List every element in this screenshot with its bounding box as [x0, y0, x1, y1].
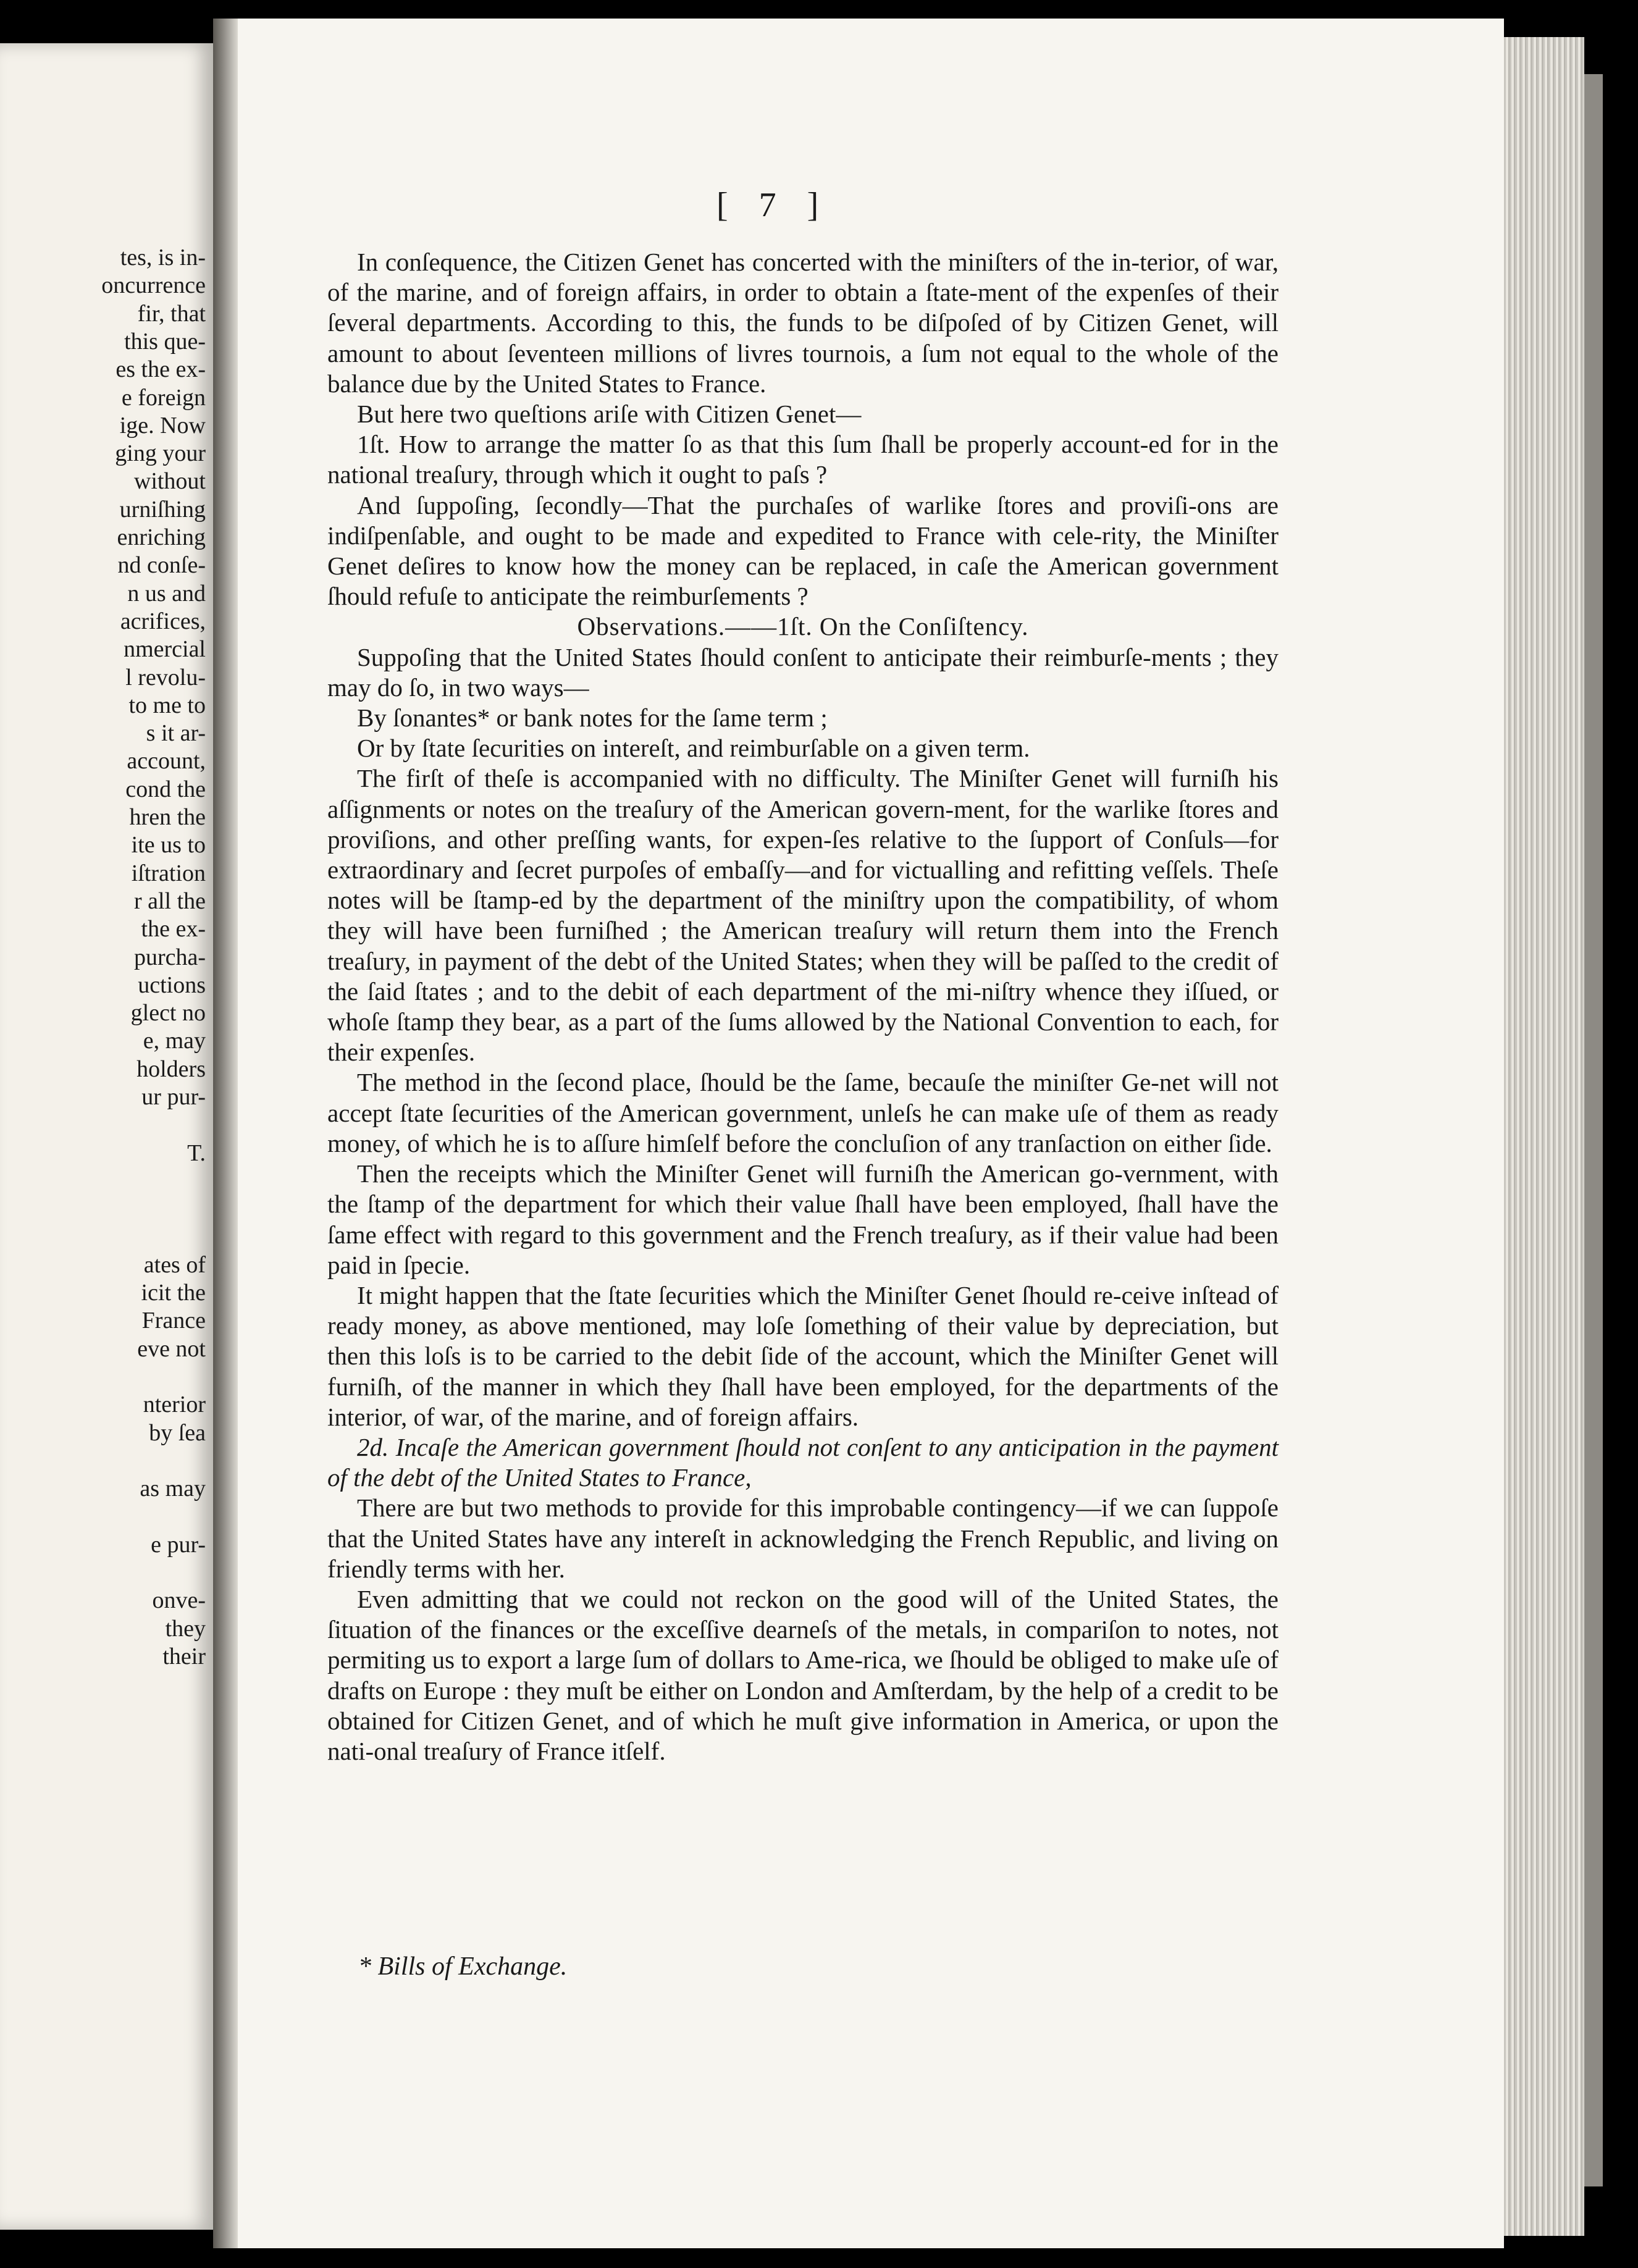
left-page-line: n us and [127, 580, 206, 607]
left-page-line: urniſhing [119, 496, 206, 523]
left-page-line: ging your [115, 440, 206, 467]
paragraph: But here two queſtions ariſe with Citizen Genet— [357, 400, 862, 429]
paragraph: By ſonantes* or bank notes for the ſame term ; [357, 704, 828, 733]
left-page-line: acrifices, [120, 608, 206, 634]
paragraph: In conſequence, the Citizen Genet has concerted with the miniſters of the in-terior, of war, of the marine, and of foreign affairs, in order to obtain a ſtate-ment of the expenſes of their ſeveral departments. According to this, the funds to be diſpoſed of by Citizen Genet, will amount to about ſeventeen millions of livres tournois, a ſum not equal to the whole of the balance due by the United States to France. [327, 248, 1279, 398]
left-page-line: fir, that [137, 300, 206, 327]
left-page-line: T. [187, 1140, 206, 1166]
book-gutter [213, 19, 238, 2248]
paragraph: There are but two methods to provide for this improbable contingency—if we can ſuppoſe that the United States have any intereſt in acknowledging the French Republic, and living on friendly terms with her. [327, 1493, 1279, 1583]
left-page-line: ite us to [131, 832, 206, 859]
left-page-line: to me to [128, 692, 206, 718]
left-page-line: uctions [138, 972, 206, 998]
page-edges-shadow [1584, 74, 1603, 2186]
left-page-line: ur pur- [141, 1084, 206, 1110]
paragraph: Suppoſing that the United States ſhould conſent to anticipate their reimburſe-ments ; they may do ſo, in two ways— [327, 642, 1279, 702]
left-page-line: France [141, 1308, 206, 1334]
left-page-line: they [165, 1615, 206, 1642]
left-page-line: nmercial [124, 636, 206, 663]
page-edges [1504, 37, 1584, 2236]
paragraph: Or by ſtate ſecurities on intereſt, and reimburſable on a given term. [357, 734, 1030, 763]
paragraph: The firſt of theſe is accompanied with no difficulty. The Miniſter Genet will furniſh his aſſignments or notes on the treaſury of the American govern-ment, for the warlike ſtores and proviſions, and other preſſing wants, for expen-ſes relative to the ſupport of Conſuls—for extraordinary and ſecret purpoſes of embaſſy—and for victualling and refitting veſſels. Theſe notes will be ſtamp-ed by the department of the miniſtry upon the compatibility, of whom they will have been furniſhed ; the American treaſury will return them into the French treaſury, in payment of the debt of the United States; when they will be paſſed to the credit of the ſaid ſtates ; and to the debit of each department of the mi-niſtry whence they iſſued, or whoſe ſtamp they bear, as a part of the ſums allowed by the National Convention to each, for their expenſes. [327, 764, 1279, 1067]
left-page-line: e pur- [151, 1531, 206, 1558]
left-page-line: onve- [152, 1587, 206, 1614]
left-page-line: without [133, 468, 206, 495]
left-page-line: cond the [125, 776, 206, 802]
left-page-line: glect no [130, 1000, 206, 1027]
left-page-line: nterior [143, 1392, 206, 1418]
left-page-line: nd conſe- [117, 552, 206, 579]
left-page-line: tes, is in- [120, 245, 206, 271]
left-page-line: iſtration [131, 860, 206, 886]
left-page-line: oncurrence [101, 272, 206, 299]
left-page-fragment [0, 43, 213, 2230]
left-page-line: ates of [143, 1251, 206, 1278]
left-page-line: e, may [143, 1028, 206, 1054]
left-page-line: by ſea [149, 1419, 206, 1446]
left-page-line: s it ar- [146, 720, 206, 747]
paragraph: It might happen that the ſtate ſecurities which the Miniſter Genet ſhould re-ceive inſtead of ready money, as above mentioned, may loſe ſomething of their value by depreciation, but then this loſs is to be carried to the debit ſide of the account, which the Miniſter Genet will furniſh, of the manner in which they ſhall have been employed, for the departments of the interior, of war, of the marine, and of foreign affairs. [327, 1280, 1279, 1431]
left-page-line: e foreign [121, 384, 206, 411]
left-page-line: icit the [141, 1280, 206, 1306]
page-number: [ 7 ] [716, 186, 830, 224]
left-page-line: this que- [124, 328, 206, 355]
left-page-line: hren the [129, 804, 206, 830]
left-page-line: es the ex- [116, 356, 206, 383]
left-page-line: account, [127, 748, 206, 775]
left-page-line: their [162, 1644, 206, 1670]
main-text [327, 247, 1279, 1766]
left-page-line: l revolu- [125, 664, 206, 691]
footnote: * Bills of Exchange. [358, 1952, 568, 1981]
paragraph: The method in the ſecond place, ſhould be the ſame, becauſe the miniſter Ge-net will not accept ſtate ſecurities of the American government, unleſs he can make uſe of them as ready money, of which he is to aſſure himſelf before the concluſion of any tranſaction on either ſide. [327, 1068, 1279, 1157]
left-page-line: purcha- [133, 944, 206, 970]
left-page-line: the ex- [141, 916, 206, 943]
left-page-line: ige. Now [119, 412, 206, 439]
italic-heading: 2d. Incaſe the American government ſhould not conſent to any anticipation in the payment of the debt of the United States to France, [327, 1432, 1279, 1492]
paragraph: Then the receipts which the Miniſter Genet will furniſh the American go-vernment, with the ſtamp of the department for which their value ſhall have been employed, ſhall have the ſame effect with regard to this government and the French treaſury, as if their value had been paid in ſpecie. [327, 1159, 1279, 1279]
left-page-line: eve not [137, 1335, 206, 1362]
paragraph: Even admitting that we could not reckon on the good will of the United States, the ſituation of the finances or the exceſſive dearneſs of the metals, in compariſon to notes, not permiting us to export a large ſum of dollars to Ame-rica, we ſhould be obliged to make uſe of drafts on Europe : they muſt be either on London and Amſterdam, by the help of a credit to be obtained for Citizen Genet, and of which he muſt give information in America, or upon the nati-onal treaſury of France itſelf. [327, 1584, 1279, 1765]
section-heading: Observations.——1ſt. On the Conſiſtency. [577, 612, 1029, 641]
left-page-line: holders [136, 1056, 206, 1082]
paragraph: And ſuppoſing, ſecondly—That the purchaſes of warlike ſtores and proviſi-ons are indiſpenſable, and ought to be made and expedited to France with cele-rity, the Miniſter Genet deſires to know how the money can be replaced, in caſe the American government ſhould refuſe to anticipate the reimburſements ? [327, 490, 1279, 611]
left-page-line: r all the [133, 888, 206, 914]
paragraph: 1ſt. How to arrange the matter ſo as that this ſum ſhall be properly account-ed for in the national treaſury, through which it ought to paſs ? [327, 430, 1279, 489]
left-page-line: as may [140, 1476, 206, 1502]
left-page-line: enriching [117, 524, 206, 550]
